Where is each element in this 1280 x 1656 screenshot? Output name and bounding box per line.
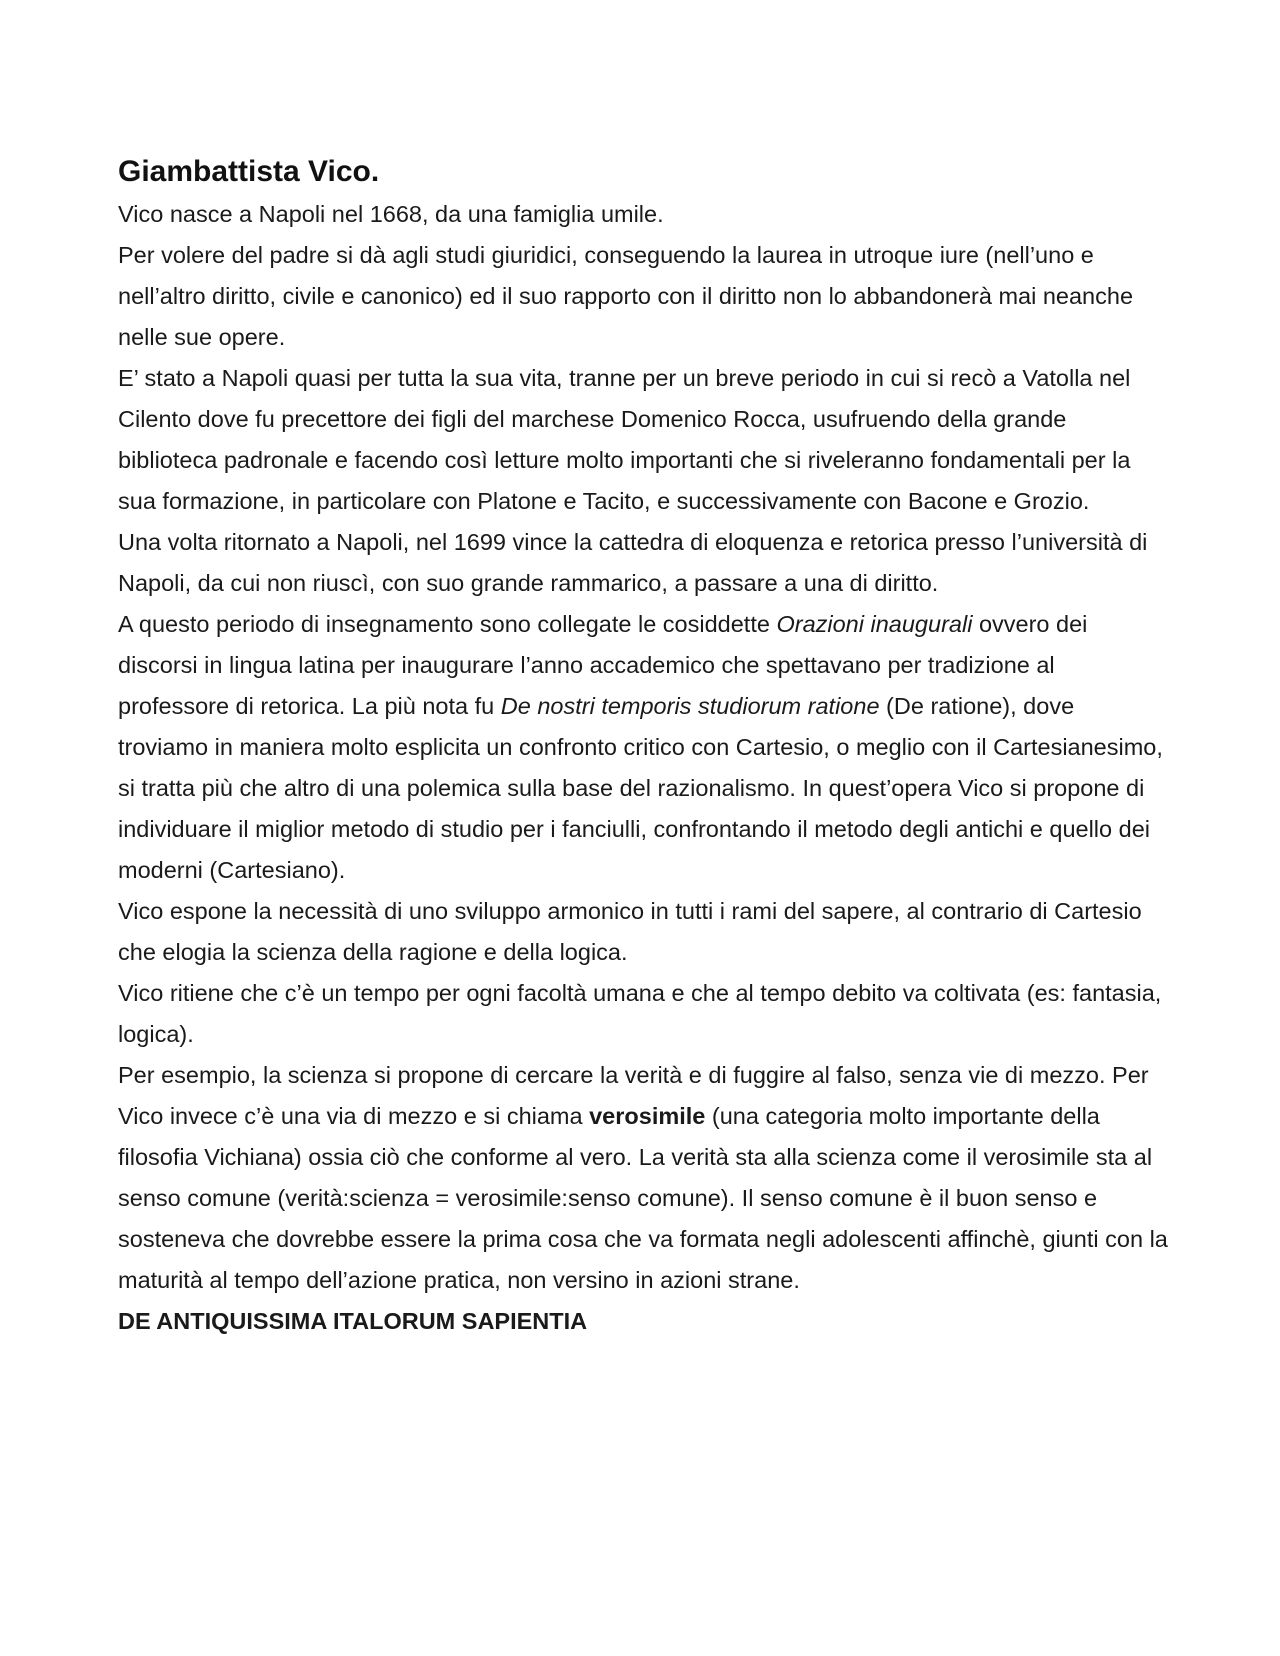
paragraph-cattedra: Una volta ritornato a Napoli, nel 1699 vince la cattedra di eloquenza e retorica presso l’università di Napoli, da cui non riuscì, con suo grande rammarico, a passare a una di diritto. [118,529,1148,596]
paragraph-text: Per esempio, la scienza si propone di cercare la verità e di fuggire al falso, senza vie di mezzo. Per Vico invece c’è una via di mezzo e si chiama [118,1062,1149,1129]
paragraph-vatolla: E’ stato a Napoli quasi per tutta la sua vita, tranne per un breve periodo in cui si recò a Vatolla nel Cilento dove fu precettore dei figli del marchese Domenico Rocca, usufruendo della grande biblioteca padronale e facendo così letture molto importanti che si riveleranno fondamentali per la sua formazione, in particolare con Platone e Tacito, e successivamente con Bacone e Grozio. [118,365,1131,514]
paragraph-sviluppo: Vico espone la necessità di uno sviluppo armonico in tutti i rami del sapere, al contrario di Cartesio che elogia la scienza della ragione e della logica. [118,898,1142,965]
paragraph-text: A questo periodo di insegnamento sono collegate le cosiddette [118,611,777,637]
paragraph-tempo: Vico ritiene che c’è un tempo per ogni facoltà umana e che al tempo debito va coltivata (es: fantasia, logica). [118,980,1162,1047]
paragraph-text: ovvero dei discorsi in lingua latina per inaugurare l’anno accademico che spettavano per tradizione al professore di retorica. La più nota fu [118,611,1088,719]
italic-title-orazioni: Orazioni inaugurali [776,611,973,637]
paragraph-text: (De ratione), dove troviamo in maniera molto esplicita un confronto critico con Cartesio, o meglio con il Cartesianesimo, si tratta più che altro di una polemica sulla base del razionalismo. In quest’opera Vico si propone di individuare il miglior metodo di studio per i fanciulli, confrontando il metodo degli antichi e quello dei moderni (Cartesiano). [118,693,1163,883]
section-heading: DE ANTIQUISSIMA ITALORUM SAPIENTIA [118,1308,588,1334]
document-title: Giambattista Vico. [118,155,380,188]
paragraph-text: (una categoria molto importante della filosofia Vichiana) ossia ciò che conforme al vero. La verità sta alla scienza come il verosimile sta al senso comune (verità:scienza = verosimile:senso comune). Il senso comune è il buon senso e sosteneva che dovrebbe essere la prima cosa che va formata negli adolescenti affinchè, giunti con la maturità al tempo dell’azione pratica, non versino in azioni strane. [118,1103,1168,1293]
paragraph-orazioni [118,604,1168,891]
paragraph-verosimile [118,1055,1168,1301]
document-page [118,150,1168,1342]
italic-title-de-ratione: De nostri temporis studiorum ratione [500,693,880,719]
bold-term-verosimile: verosimile [589,1103,706,1129]
paragraph-birth: Vico nasce a Napoli nel 1668, da una famiglia umile. [118,201,664,227]
paragraph-studies: Per volere del padre si dà agli studi giuridici, conseguendo la laurea in utroque iure (nell’uno e nell’altro diritto, civile e canonico) ed il suo rapporto con il diritto non lo abbandonerà mai neanche nelle sue opere. [118,242,1134,350]
